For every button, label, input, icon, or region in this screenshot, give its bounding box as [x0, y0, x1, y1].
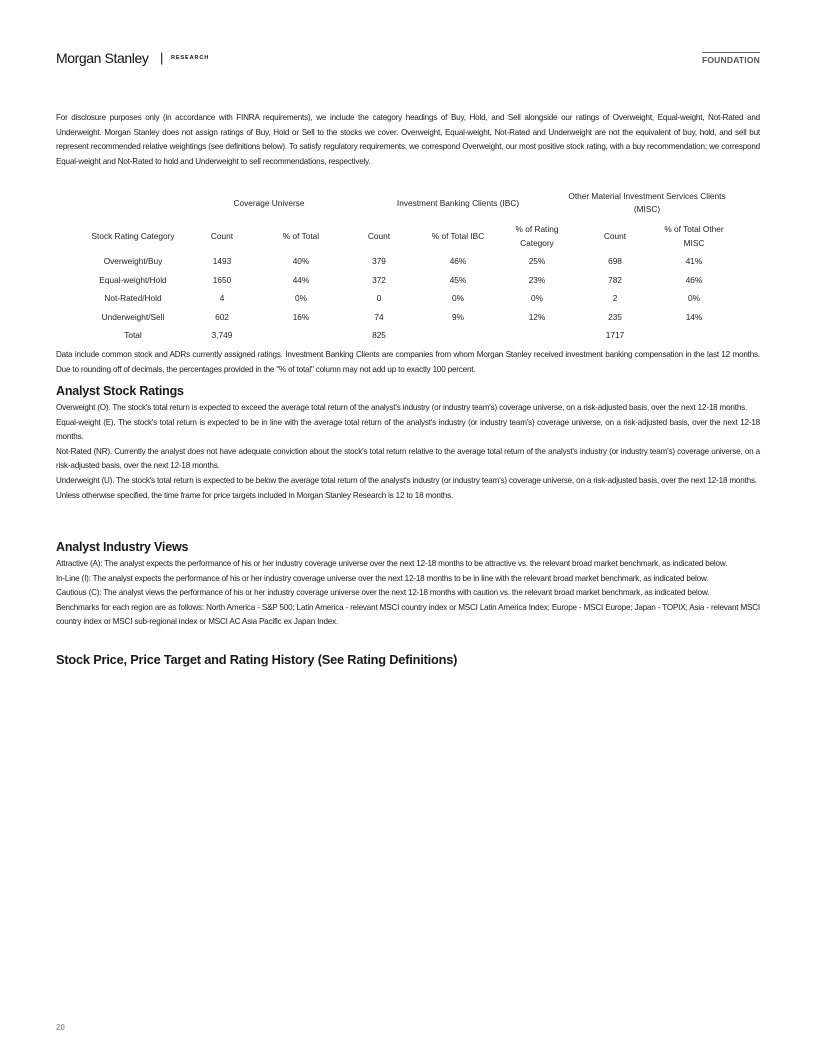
rating-definition: Unless otherwise specified, the time frame for price targets included in Morgan Stanley Research is 12 to 18 months. [56, 490, 454, 500]
table-cell: 46% [449, 256, 467, 267]
table-cell: 602 [215, 311, 229, 322]
section-heading-industry-views: Analyst Industry Views [56, 540, 189, 554]
table-cell: 1493 [212, 256, 232, 267]
group-coverage-universe: Coverage Universe [233, 197, 305, 208]
group-misc: Other Material Investment Services Clients (MISC) [568, 191, 726, 214]
industry-view-definition: Cautious (C): The analyst views the performance of his or her industry coverage universe over the next 12-18 months with caution vs. the relevant broad market benchmark, as indicated below. [56, 588, 710, 598]
table-cell: 9% [452, 311, 464, 322]
industry-view-definition: In-Line (I): The analyst expects the performance of his or her industry coverage universe over the next 12-18 months to be in line with the relevant broad market benchmark, as indicated below. [56, 573, 709, 583]
stock-ratings-definitions [56, 401, 760, 503]
table-cell: Underweight/Sell [101, 311, 165, 322]
table-cell: 825 [372, 330, 386, 341]
table-cell: Equal-weight/Hold [99, 274, 167, 285]
table-row [76, 271, 726, 290]
table-cell: 41% [685, 256, 703, 267]
industry-view-definition: Attractive (A): The analyst expects the performance of his or her industry coverage universe over the next 12-18 months to be attractive vs. the relevant broad market benchmark, as indicated below. [56, 559, 728, 568]
table-cell: 44% [292, 274, 310, 285]
table-cell: 0% [295, 293, 307, 304]
column-header: Count [603, 231, 627, 241]
table-cell: Not-Rated/Hold [104, 293, 162, 304]
table-cell: 1650 [212, 274, 232, 285]
table-cell: 372 [372, 274, 386, 285]
table-cell: 379 [372, 256, 386, 267]
rating-definition: Overweight (O). The stock's total return is expected to exceed the average total return of the analyst's industry (or industry team's) coverage universe, on a risk-adjusted basis, over the next 12-18 months. [56, 403, 748, 412]
table-cell: 45% [449, 274, 467, 285]
table-cell: 14% [685, 311, 703, 322]
foundation-badge: FOUNDATION [702, 52, 760, 65]
rating-definition: Not-Rated (NR). Currently the analyst does not have adequate conviction about the stock's total return relative to the average total return of the analyst's industry (or industry team's) coverage universe, on a risk-adjusted basis, over the next 12-18 months. [56, 446, 760, 471]
rating-definition: Underweight (U). The stock's total return is expected to be below the average total return of the analyst's industry (or industry team's) coverage universe, on a risk-adjusted basis, over the next 12-18 months. [56, 475, 757, 485]
column-header: % of Total IBC [431, 231, 485, 241]
table-cell [662, 326, 726, 345]
industry-views-definitions [56, 557, 760, 630]
table-row [76, 289, 726, 308]
table-row-total [76, 326, 726, 345]
section-heading-rating-history: Stock Price, Price Target and Rating History (See Rating Definitions) [56, 652, 458, 667]
industry-view-definition: Benchmarks for each region are as follows: North America - S&P 500; Latin America - relevant MSCI country index or MSCI Latin America Index; Europe - MSCI Europe; Japan - TOPIX; Asia - relevant MSCI country index or MSCI sub-regional index or MSCI AC Asia Pacific ex Japan Index. [56, 602, 760, 627]
column-header: Count [210, 231, 234, 241]
table-group-header [76, 186, 726, 220]
table-cell: 782 [608, 274, 622, 285]
table-cell: 4 [219, 293, 225, 304]
table-cell: 46% [685, 274, 703, 285]
table-footnote: Data include common stock and ADRs currently assigned ratings. Investment Banking Clients are companies from whom Morgan Stanley received investment banking compensation in the last 12 months. Due to rounding off of decimals, the percentages provided in the "% of total" column may not add up to exactly 100 percent. [56, 350, 760, 374]
table-row [76, 308, 726, 327]
table-cell: 74 [374, 311, 384, 322]
table-cell: 16% [292, 311, 310, 322]
table-cell: 0% [688, 293, 700, 304]
page-number: 20 [56, 1023, 65, 1032]
section-heading-stock-ratings: Analyst Stock Ratings [56, 384, 184, 398]
table-cell: 0% [531, 293, 543, 304]
table-cell: 12% [528, 311, 546, 322]
table-cell: 2 [612, 293, 618, 304]
column-header: Count [367, 231, 391, 241]
table-cell: 3,749 [211, 330, 233, 341]
disclosure-intro: For disclosure purposes only (in accordance with FINRA requirements), we include the category headings of Buy, Hold, and Sell alongside our ratings of Overweight, Equal-weight, Not-Rated and Underweight. Morgan Stanley does not assign ratings of Buy, Hold or Sell to the stocks we cover. Overweight, Equal-weight, Not-Rated and Underweight are not the equivalent of buy, hold, and sell but represent recommended relative weightings (see definitions below). To satisfy regulatory requirements, we correspond Overweight, our most positive stock rating, with a buy recommendation; we correspond Equal-weight and Not-Rated to hold and Underweight to sell recommendations, respectively. [56, 113, 760, 166]
table-cell [506, 326, 568, 345]
table-cell [254, 326, 348, 345]
column-header: % of Total [282, 231, 320, 241]
group-ibc: Investment Banking Clients (IBC) [396, 197, 520, 208]
column-header: % of Total Other MISC [664, 224, 724, 248]
table-cell: Total [124, 330, 142, 341]
table-cell: 1717 [605, 330, 625, 341]
column-header: Stock Rating Category [91, 231, 175, 241]
table-cell: 698 [608, 256, 622, 267]
morgan-stanley-logo: Morgan Stanley [56, 50, 149, 66]
table-cell: 25% [528, 256, 546, 267]
table-cell: 0% [452, 293, 464, 304]
research-label: RESEARCH [171, 55, 210, 61]
table-cell: 40% [292, 256, 310, 267]
table-cell: 235 [608, 311, 622, 322]
column-header: % of Rating Category [515, 224, 559, 248]
table-column-header [76, 220, 726, 252]
page-header [56, 48, 760, 68]
table-row [76, 252, 726, 271]
table-cell: 0 [376, 293, 382, 304]
table-cell: Overweight/Buy [103, 256, 163, 267]
rating-definition: Equal-weight (E). The stock's total return is expected to be in line with the average total return of the analyst's industry (or industry team's) coverage universe, on a risk-adjusted basis, over the next 12-18 months. [56, 417, 760, 442]
rating-distribution-table [76, 186, 726, 345]
logo-separator: | [160, 50, 164, 65]
table-cell: 23% [528, 274, 546, 285]
table-cell [410, 326, 506, 345]
